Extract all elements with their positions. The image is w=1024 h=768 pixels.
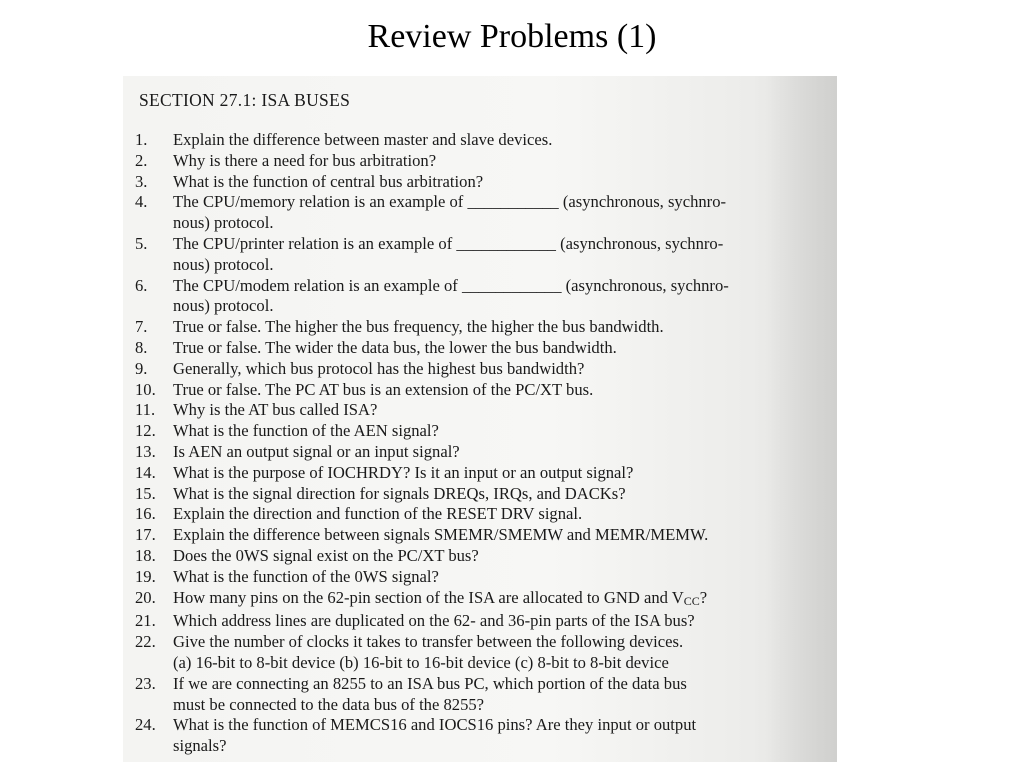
problem-text-line: The CPU/modem relation is an example of ____________ (asynchronous, sychnro- — [173, 275, 729, 295]
problem-text-line: True or false. The higher the bus frequency, the higher the bus bandwidth. — [173, 317, 664, 337]
problem-text-line: Why is there a need for bus arbitration? — [173, 150, 437, 170]
problem-text-line: What is the signal direction for signals DREQs, IRQs, and DACKs? — [173, 483, 626, 503]
problem-text-line: nous) protocol. — [173, 296, 274, 316]
problem-text-line: What is the function of MEMCS16 and IOCS16 pins? Are they input or output — [173, 715, 697, 735]
problem-text-line: must be connected to the data bus of the 8255? — [173, 694, 485, 714]
problem-item — [135, 400, 835, 421]
problem-item — [135, 484, 835, 505]
problem-text-line: Does the 0WS signal exist on the PC/XT bus? — [173, 545, 479, 565]
problem-number: 16. — [135, 504, 156, 524]
problem-text-line: True or false. The PC AT bus is an extension of the PC/XT bus. — [173, 379, 594, 399]
problem-list — [135, 130, 835, 757]
problem-text-line: What is the function of the AEN signal? — [173, 421, 439, 441]
problem-item — [135, 317, 835, 338]
problem-text-line: What is the function of central bus arbitration? — [173, 171, 484, 191]
problem-item — [135, 611, 835, 632]
problem-item — [135, 338, 835, 359]
problem-text-line: Why is the AT bus called ISA? — [173, 400, 378, 420]
problem-text-line: Explain the direction and function of the RESET DRV signal. — [173, 504, 583, 524]
problem-number: 17. — [135, 525, 156, 545]
problem-item — [135, 130, 835, 151]
problem-number: 18. — [135, 545, 156, 565]
problem-item — [135, 674, 835, 716]
problem-text-line — [173, 588, 835, 612]
problem-number: 7. — [135, 317, 148, 337]
problem-number: 3. — [135, 171, 148, 191]
problem-item — [135, 276, 835, 318]
problem-text-line: Is AEN an output signal or an input signal? — [173, 441, 460, 461]
problem-item — [135, 421, 835, 442]
problem-item — [135, 380, 835, 401]
problem-text-tail: ? — [699, 587, 708, 607]
problem-item — [135, 463, 835, 484]
subscript: CC — [683, 593, 700, 608]
problem-text-line: The CPU/printer relation is an example of ____________ (asynchronous, sychnro- — [173, 233, 724, 253]
problem-number: 19. — [135, 566, 156, 586]
problem-number: 24. — [135, 715, 156, 735]
scanned-page — [123, 76, 837, 762]
problem-text-line: Explain the difference between signals SMEMR/SMEMW and MEMR/MEMW. — [173, 525, 709, 545]
problem-text-line: True or false. The wider the data bus, the lower the bus bandwidth. — [173, 337, 617, 357]
problem-number: 9. — [135, 358, 148, 378]
problem-item — [135, 172, 835, 193]
slide-title: Review Problems (1) — [367, 18, 657, 55]
problem-number: 15. — [135, 483, 156, 503]
problem-item — [135, 151, 835, 172]
problem-number: 8. — [135, 337, 148, 357]
problem-text-line: What is the function of the 0WS signal? — [173, 566, 439, 586]
problem-number: 13. — [135, 441, 156, 461]
problem-text-line: Give the number of clocks it takes to transfer between the following devices. — [173, 632, 684, 652]
problem-text-line: nous) protocol. — [173, 213, 274, 233]
problem-item — [135, 567, 835, 588]
problem-item — [135, 504, 835, 525]
section-heading: SECTION 27.1: ISA BUSES — [139, 90, 351, 110]
problem-item — [135, 359, 835, 380]
problem-item — [135, 234, 835, 276]
problem-text-line: signals? — [173, 736, 227, 756]
problem-item — [135, 442, 835, 463]
problem-number: 6. — [135, 275, 148, 295]
problem-text-line: nous) protocol. — [173, 254, 274, 274]
problem-item — [135, 546, 835, 567]
problem-text-line: Generally, which bus protocol has the highest bus bandwidth? — [173, 358, 585, 378]
problem-item — [135, 632, 835, 674]
problem-number: 22. — [135, 632, 156, 652]
problem-number: 11. — [135, 400, 156, 420]
problem-number: 2. — [135, 150, 148, 170]
problem-text-line: If we are connecting an 8255 to an ISA bus PC, which portion of the data bus — [173, 673, 687, 693]
problem-text-line: Which address lines are duplicated on the 62- and 36-pin parts of the ISA bus? — [173, 611, 695, 631]
problem-text-line: (a) 16-bit to 8-bit device (b) 16-bit to 16-bit device (c) 8-bit to 8-bit device — [173, 652, 669, 672]
problem-number: 23. — [135, 673, 156, 693]
problem-number: 5. — [135, 233, 148, 253]
problem-number: 12. — [135, 421, 156, 441]
problem-number: 10. — [135, 379, 156, 399]
problem-text-line: Explain the difference between master and slave devices. — [173, 130, 553, 149]
problem-text-line: The CPU/memory relation is an example of ___________ (asynchronous, sychnro- — [173, 192, 727, 212]
problem-number: 14. — [135, 462, 156, 482]
problem-number: 21. — [135, 611, 156, 631]
problem-text: How many pins on the 62-pin section of the ISA are allocated to GND and V — [173, 587, 684, 607]
problem-item — [135, 715, 835, 757]
problem-item — [135, 588, 835, 612]
problem-item — [135, 525, 835, 546]
problem-number: 1. — [135, 130, 148, 149]
problem-item — [135, 192, 835, 234]
problem-number: 20. — [135, 587, 156, 607]
problem-number: 4. — [135, 192, 148, 212]
problem-text-line: What is the purpose of IOCHRDY? Is it an input or an output signal? — [173, 462, 634, 482]
